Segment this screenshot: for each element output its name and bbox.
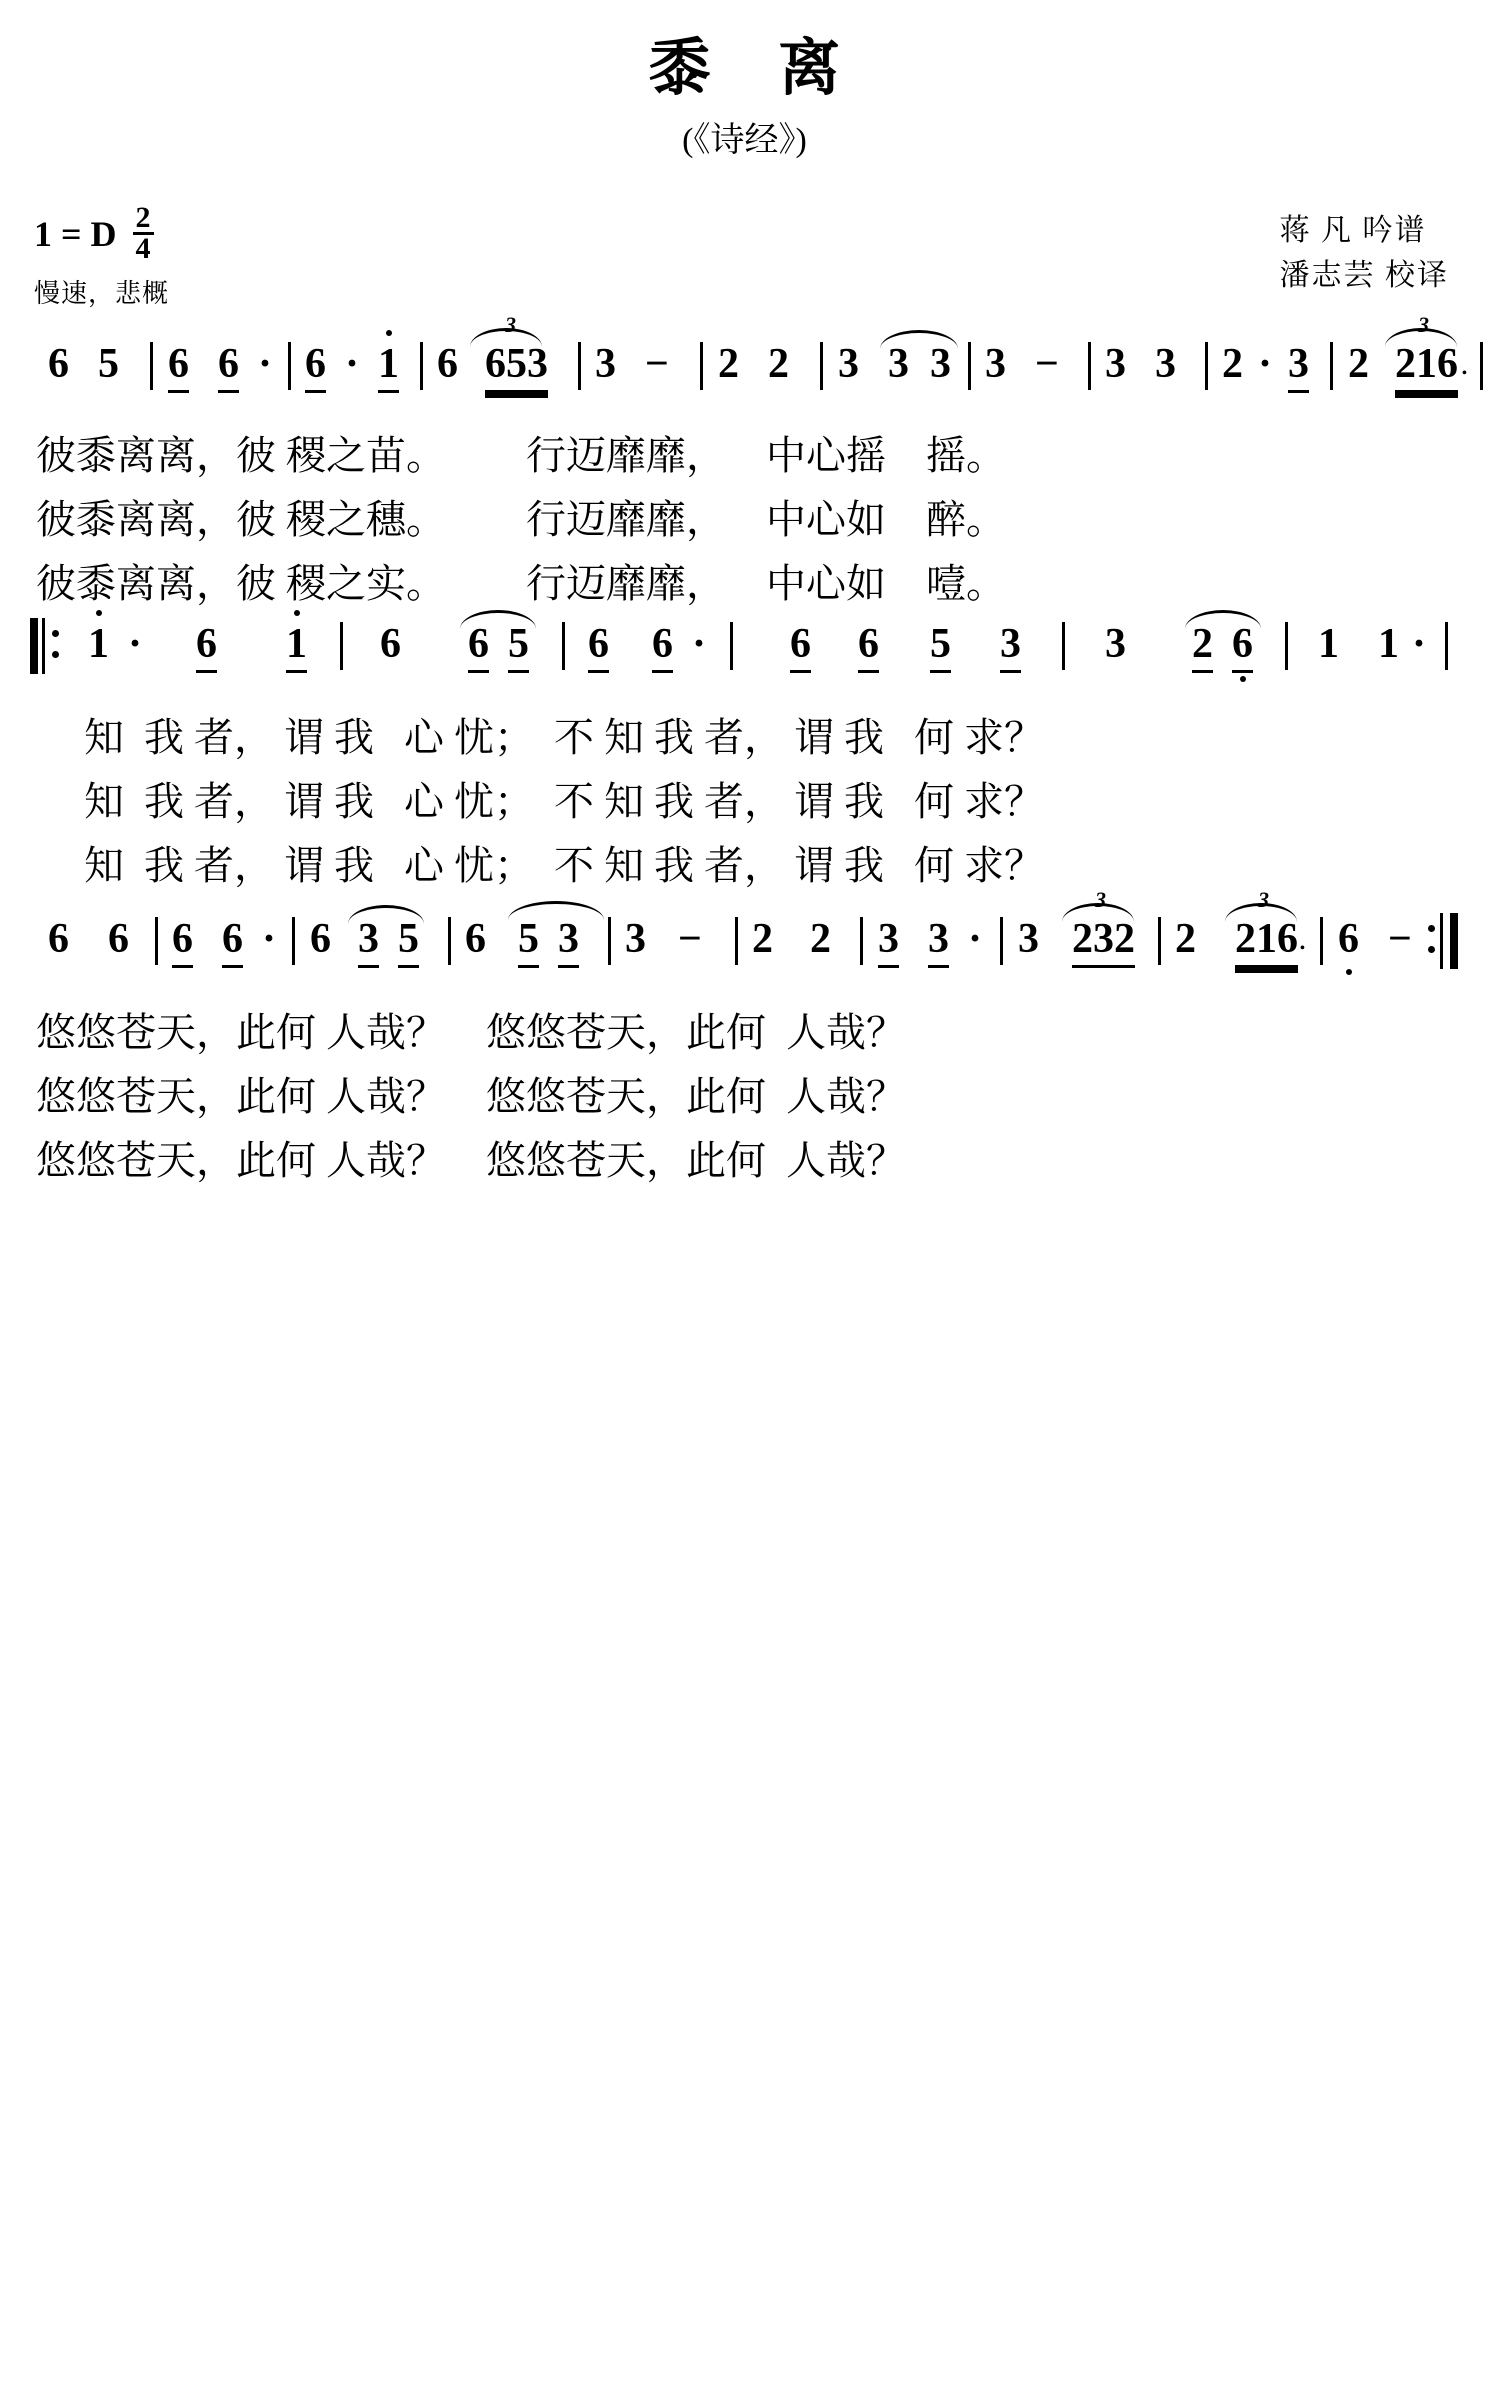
note: 1 [1378, 621, 1399, 667]
note: 5 [398, 915, 419, 968]
lyric-line [0, 1129, 1489, 1187]
barline [1285, 622, 1288, 670]
lyric-line [0, 424, 1489, 482]
triplet-marking: 3 [1258, 887, 1269, 912]
note-row-1 [0, 312, 1489, 404]
note: 3 [1288, 340, 1309, 393]
barline [420, 342, 423, 390]
barline [578, 342, 581, 390]
barline [1000, 917, 1003, 965]
sustain-dash: − [1388, 916, 1412, 962]
note: 6 [48, 916, 69, 962]
note: 2 [810, 916, 831, 962]
barline [700, 342, 703, 390]
barline [1158, 917, 1161, 965]
barline [735, 917, 738, 965]
barline [1445, 622, 1448, 670]
barline [820, 342, 823, 390]
note: 3 [878, 915, 899, 968]
tempo-marking: 慢速，悲概 [34, 279, 170, 309]
note: 6 [858, 620, 879, 673]
barline [150, 342, 153, 390]
lyric-text: 彼黍离离，彼 稷之穗。 行迈靡靡， 中心如 醉。 [36, 497, 1006, 542]
barline [1320, 917, 1323, 965]
credits-block [1280, 208, 1450, 298]
sustain-dash: − [678, 916, 702, 962]
note: 6 [588, 620, 609, 673]
lyrics-system-1 [0, 418, 1489, 610]
note: 3 [595, 341, 616, 387]
note: 3 [985, 341, 1006, 387]
note: 5 [98, 341, 119, 387]
time-signature-denominator: 4 [135, 231, 151, 265]
page-title: 黍 离 [648, 35, 867, 103]
note: 6 [1338, 916, 1359, 962]
sustain-dash: − [1035, 341, 1059, 387]
octave-dot-low: • [1462, 366, 1467, 381]
note: 2 [1222, 341, 1243, 387]
note-dot: · [128, 621, 143, 667]
note-dot: · [692, 621, 707, 667]
barline [340, 622, 343, 670]
note-group: 216 [1235, 915, 1298, 968]
lyric-text: 知 我 者， 谓 我 心 忧； 不 知 我 者， 谓 我 何 求？ [84, 779, 1044, 824]
note-dot: · [345, 341, 360, 387]
note-group: 653 [485, 340, 548, 393]
lyric-text: 悠悠苍天，此何 人哉？ 悠悠苍天，此何 人哉？ [36, 1010, 906, 1055]
note: 5 [518, 915, 539, 968]
note: 2 [752, 916, 773, 962]
note: 3 [1105, 341, 1126, 387]
note: 1 [88, 621, 109, 667]
lyric-line [0, 770, 1489, 828]
note: 2 [1192, 620, 1213, 673]
music-system-3 [0, 887, 1489, 979]
note: 6 [380, 621, 401, 667]
music-system-1 [0, 312, 1489, 404]
note: 3 [928, 915, 949, 968]
note: 1 [378, 340, 399, 393]
barline [1205, 342, 1208, 390]
note: 3 [558, 915, 579, 968]
barline [155, 917, 158, 965]
time-signature [133, 201, 154, 265]
credit-composer: 蒋 凡 吟谱 [1279, 214, 1427, 247]
lyric-line [0, 552, 1489, 610]
note: 1 [286, 620, 307, 673]
barline [1480, 342, 1483, 390]
lyric-text: 悠悠苍天，此何 人哉？ 悠悠苍天，此何 人哉？ [36, 1074, 906, 1119]
note: 2 [1175, 916, 1196, 962]
barline [860, 917, 863, 965]
note: 2 [718, 341, 739, 387]
lyrics-system-2 [0, 700, 1489, 892]
lyric-line [0, 1001, 1489, 1059]
lyric-text: 知 我 者， 谓 我 心 忧； 不 知 我 者， 谓 我 何 求？ [84, 843, 1044, 888]
note: 6 [218, 340, 239, 393]
triplet-marking: 3 [1418, 312, 1429, 337]
lyric-line [0, 834, 1489, 892]
note: 6 [222, 915, 243, 968]
key-line [34, 201, 169, 265]
lyric-line [0, 706, 1489, 764]
sustain-dash: − [645, 341, 669, 387]
note-dot: · [262, 916, 277, 962]
note-dot: · [258, 341, 273, 387]
note: 3 [358, 915, 379, 968]
lyric-line [0, 1065, 1489, 1123]
note: 3 [1105, 621, 1126, 667]
lyric-text: 知 我 者， 谓 我 心 忧； 不 知 我 者， 谓 我 何 求？ [84, 715, 1044, 760]
credit-editor: 潘志芸 校译 [1279, 259, 1449, 292]
note: 2 [768, 341, 789, 387]
note: 2 [1348, 341, 1369, 387]
key-signature-block [34, 201, 170, 310]
note-row-2 [0, 620, 1489, 684]
note: 6 [168, 340, 189, 393]
note: 5 [508, 620, 529, 673]
note: 3 [1000, 620, 1021, 673]
lyric-text: 彼黍离离，彼 稷之实。 行迈靡靡， 中心如 噎。 [36, 561, 1006, 606]
note: 3 [1018, 916, 1039, 962]
lyric-text: 彼黍离离，彼 稷之苗。 行迈靡靡， 中心摇 摇。 [36, 433, 1006, 478]
note: 6 [790, 620, 811, 673]
time-signature-numerator: 2 [133, 204, 154, 235]
note: 6 [172, 915, 193, 968]
barline [448, 917, 451, 965]
lyric-line [0, 488, 1489, 546]
barline [730, 622, 733, 670]
barline [1062, 622, 1065, 670]
triplet-marking: 3 [505, 312, 516, 337]
barline [562, 622, 565, 670]
barline [968, 342, 971, 390]
note: 6 [465, 916, 486, 962]
note: 6 [305, 340, 326, 393]
note-dot: · [968, 916, 983, 962]
note: 6 [468, 620, 489, 673]
lyrics-system-3 [0, 995, 1489, 1187]
music-system-2 [0, 620, 1489, 684]
repeat-end-barline [1428, 913, 1460, 969]
note: 6 [108, 916, 129, 962]
triplet-marking: 3 [1095, 887, 1106, 912]
barline [288, 342, 291, 390]
note: 3 [625, 916, 646, 962]
lyric-text: 悠悠苍天，此何 人哉？ 悠悠苍天，此何 人哉？ [36, 1138, 906, 1183]
subtitle: (《诗经》) [682, 122, 807, 159]
octave-dot-low: • [1300, 941, 1305, 956]
note: 3 [838, 341, 859, 387]
note: 6 [310, 916, 331, 962]
note-row-3 [0, 887, 1489, 979]
barline [608, 917, 611, 965]
note: 5 [930, 620, 951, 673]
note: 3 [1155, 341, 1176, 387]
note-group: 232 [1072, 915, 1135, 968]
note: 6 [437, 341, 458, 387]
barline [1330, 342, 1333, 390]
note-dot: · [1412, 621, 1427, 667]
note: 6 [48, 341, 69, 387]
note: 6 [652, 620, 673, 673]
note: 6 [196, 620, 217, 673]
note: 1 [1318, 621, 1339, 667]
note: 3 [888, 341, 909, 387]
barline [292, 917, 295, 965]
barline [1088, 342, 1091, 390]
repeat-start-barline [30, 618, 62, 674]
key-label: 1 = D [34, 214, 117, 255]
note: 3 [930, 341, 951, 387]
note: 6 [1232, 620, 1253, 673]
note-group: 216 [1395, 340, 1458, 393]
note-dot: · [1258, 341, 1273, 387]
